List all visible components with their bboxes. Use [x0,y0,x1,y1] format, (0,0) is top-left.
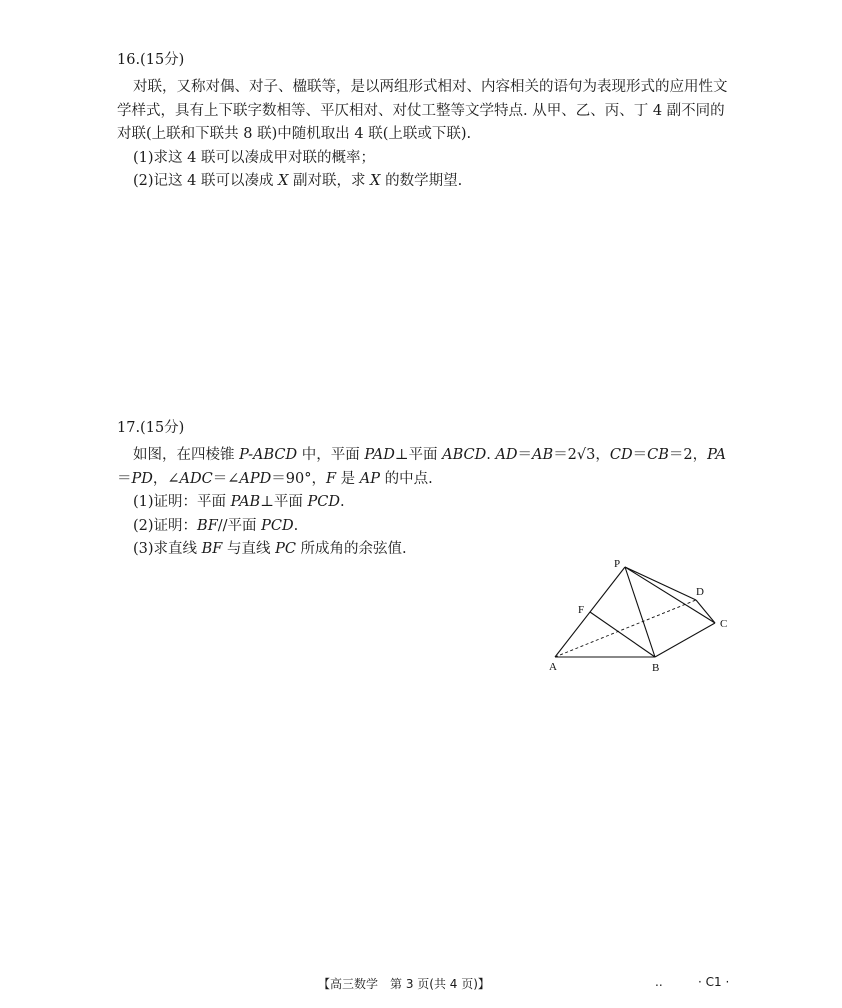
problem-17-question-2: (2)证明：BF//平面 PCD. [133,517,299,534]
problem-17-question-1: (1)证明：平面 PAB⊥平面 PCD. [133,494,345,510]
footer-code: · C1 · [698,975,730,989]
problem-16-text-line-3: 对联(上联和下联共 8 联)中随机取出 4 联(上联或下联). [117,126,472,142]
footer-dots: .. [655,975,663,989]
label-c: C [720,618,728,630]
label-a: A [549,661,557,673]
problem-17-text-line-1: 如图，在四棱锥 P-ABCD 中，平面 PAD⊥平面 ABCD. AD＝AB＝2√3，CD＝CB＝2，PA [133,447,727,463]
edge-pb [625,567,655,657]
label-f: F [578,604,585,616]
page-footer: 【高三数学 第 3 页(共 4 页)】 [318,977,490,991]
edge-pd [625,567,696,600]
problem-16-text-line-2: 学样式，具有上下联字数相等、平仄相对、对仗工整等文学特点. 从甲、乙、丙、丁 4 副不同的 [117,102,725,119]
edge-bc [655,623,715,657]
problem-16-header: 16.(15分) [117,52,185,68]
label-d: D [696,586,704,598]
label-b: B [652,662,660,674]
problem-17 [117,418,737,562]
problem-17-question-3: (3)求直线 BF 与直线 PC 所成角的余弦值. [133,541,407,557]
segment-fb [590,612,655,657]
label-p: P [614,558,621,570]
problem-16-question-2: (2)记这 4 联可以凑成 X 副对联，求 X 的数学期望. [133,173,463,189]
problem-16-question-1: (1)求这 4 联可以凑成甲对联的概率； [133,149,375,166]
problem-17-text-line-2: ＝PD，∠ADC＝∠APD＝90°，F 是 AP 的中点. [117,470,433,487]
pyramid-figure [543,553,743,678]
edge-dc [696,600,715,623]
problem-16 [117,50,737,194]
problem-17-header: 17.(15分) [117,420,185,436]
problem-16-text-line-1: 对联，又称对偶、对子、楹联等，是以两组形式相对、内容相关的语句为表现形式的应用性文 [133,79,728,95]
edge-ad-hidden [555,600,696,657]
